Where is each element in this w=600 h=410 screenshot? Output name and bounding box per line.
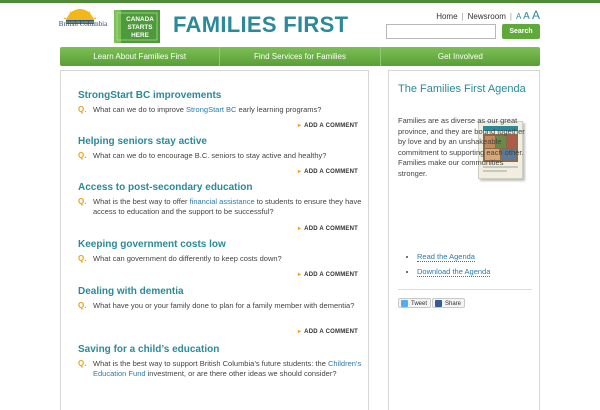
nav-find-services[interactable]: Find Services for Families	[219, 47, 379, 66]
add-comment-label: ADD A COMMENT	[304, 226, 358, 232]
text-size-medium-button[interactable]: A	[523, 11, 530, 22]
tweet-button[interactable]	[398, 298, 431, 308]
util-separator: |	[509, 12, 512, 21]
topic-item	[78, 182, 363, 217]
question-icon: Q.	[78, 197, 87, 206]
question-icon: Q.	[78, 105, 87, 114]
add-comment-button[interactable]	[298, 168, 358, 175]
question-link[interactable]: financial assistance	[189, 197, 255, 206]
add-comment-label: ADD A COMMENT	[304, 329, 358, 335]
arrow-right-icon: ▸	[297, 169, 302, 175]
add-comment-button[interactable]	[298, 122, 358, 129]
question-icon: Q.	[78, 301, 87, 310]
search-button[interactable]: Search	[502, 24, 540, 39]
agenda-links	[398, 249, 532, 279]
question-text: What can government do differently to keep costs down?	[93, 254, 282, 263]
topics-panel	[60, 70, 369, 410]
arrow-right-icon: ▸	[297, 226, 302, 232]
add-comment-label: ADD A COMMENT	[304, 169, 358, 175]
question-text: What can we do to improve	[93, 105, 186, 114]
question-icon: Q.	[78, 359, 87, 368]
sidebar-description: Families are as diverse as our great province, and they are bound together by love and by an unshakeable commitment to supporting each other. Families make our communities stronger.	[398, 116, 525, 178]
facebook-share-button[interactable]	[432, 298, 465, 308]
cse-line-2: STARTS	[127, 24, 153, 31]
topic-title[interactable]: StrongStart BC improvements	[78, 90, 222, 101]
topic-question	[78, 151, 363, 161]
topic-title[interactable]: Saving for a child’s education	[78, 344, 220, 355]
arrow-right-icon: ▸	[297, 329, 302, 335]
topic-question	[78, 105, 363, 115]
cse-line-1: CANADA	[126, 16, 154, 23]
topic-item	[78, 239, 363, 264]
sidebar-title: The Families First Agenda	[398, 83, 526, 95]
add-comment-label: ADD A COMMENT	[304, 272, 358, 278]
question-text: What is the best way to offer	[93, 197, 190, 206]
question-text: to students to ensure they have access to education and the support to be successful?	[93, 197, 362, 216]
topic-item	[78, 286, 363, 311]
read-agenda-link[interactable]: Read the Agenda	[417, 252, 475, 261]
twitter-icon	[401, 300, 408, 307]
topic-question	[78, 197, 363, 217]
topic-question	[78, 254, 363, 264]
top-accent-bar	[0, 0, 600, 3]
share-label: Share	[445, 301, 462, 307]
arrow-right-icon: ▸	[297, 272, 302, 278]
home-link[interactable]: Home	[436, 12, 458, 21]
question-link[interactable]: Children’s Education Fund	[93, 359, 362, 378]
canada-starts-here-logo-icon[interactable]	[114, 10, 160, 43]
topic-title[interactable]: Keeping government costs low	[78, 239, 226, 250]
divider	[398, 289, 532, 290]
topic-question	[78, 359, 363, 379]
question-text: What can we do to encourage B.C. seniors to stay active and healthy?	[93, 151, 327, 160]
list-item	[417, 249, 532, 264]
cse-line-3: HERE	[131, 32, 149, 39]
nav-learn-about[interactable]: Learn About Families First	[93, 52, 187, 61]
topic-item	[78, 344, 363, 379]
facebook-icon	[435, 300, 442, 307]
add-comment-button[interactable]	[298, 271, 358, 278]
question-link[interactable]: StrongStart BC	[185, 105, 237, 114]
util-separator: |	[461, 12, 464, 21]
arrow-right-icon: ▸	[297, 123, 302, 129]
agenda-sidebar	[388, 70, 540, 410]
topic-item	[78, 136, 363, 161]
bc-logo-text: British Columbia	[58, 20, 108, 28]
add-comment-button[interactable]	[298, 225, 358, 232]
question-text: investment, or are there other ideas we should consider?	[145, 369, 337, 378]
topic-item	[78, 90, 363, 115]
site-title[interactable]: FAMILIES FIRST	[173, 12, 349, 37]
newsroom-link[interactable]: Newsroom	[467, 12, 506, 21]
topic-question	[78, 301, 363, 311]
question-icon: Q.	[78, 151, 87, 160]
text-size-small-button[interactable]: A	[515, 12, 521, 21]
question-icon: Q.	[78, 254, 87, 263]
add-comment-label: ADD A COMMENT	[304, 123, 358, 129]
topic-title[interactable]: Helping seniors stay active	[78, 136, 207, 147]
topic-title[interactable]: Access to post-secondary education	[78, 182, 253, 193]
question-text: early learning programs?	[236, 105, 322, 114]
question-text: What have you or your family done to plan for a family member with dementia?	[93, 301, 355, 310]
nav-get-involved[interactable]: Get Involved	[380, 47, 540, 66]
main-nav	[60, 47, 540, 66]
utility-links	[436, 8, 540, 22]
download-agenda-link[interactable]: Download the Agenda	[417, 267, 491, 276]
list-item	[417, 264, 532, 279]
question-text: What is the best way to support British Columbia’s future students: the	[93, 359, 328, 368]
search-input[interactable]	[386, 24, 496, 39]
text-size-large-button[interactable]: A	[531, 8, 540, 22]
add-comment-button[interactable]	[298, 328, 358, 335]
tweet-label: Tweet	[411, 301, 428, 307]
topic-title[interactable]: Dealing with dementia	[78, 286, 184, 297]
